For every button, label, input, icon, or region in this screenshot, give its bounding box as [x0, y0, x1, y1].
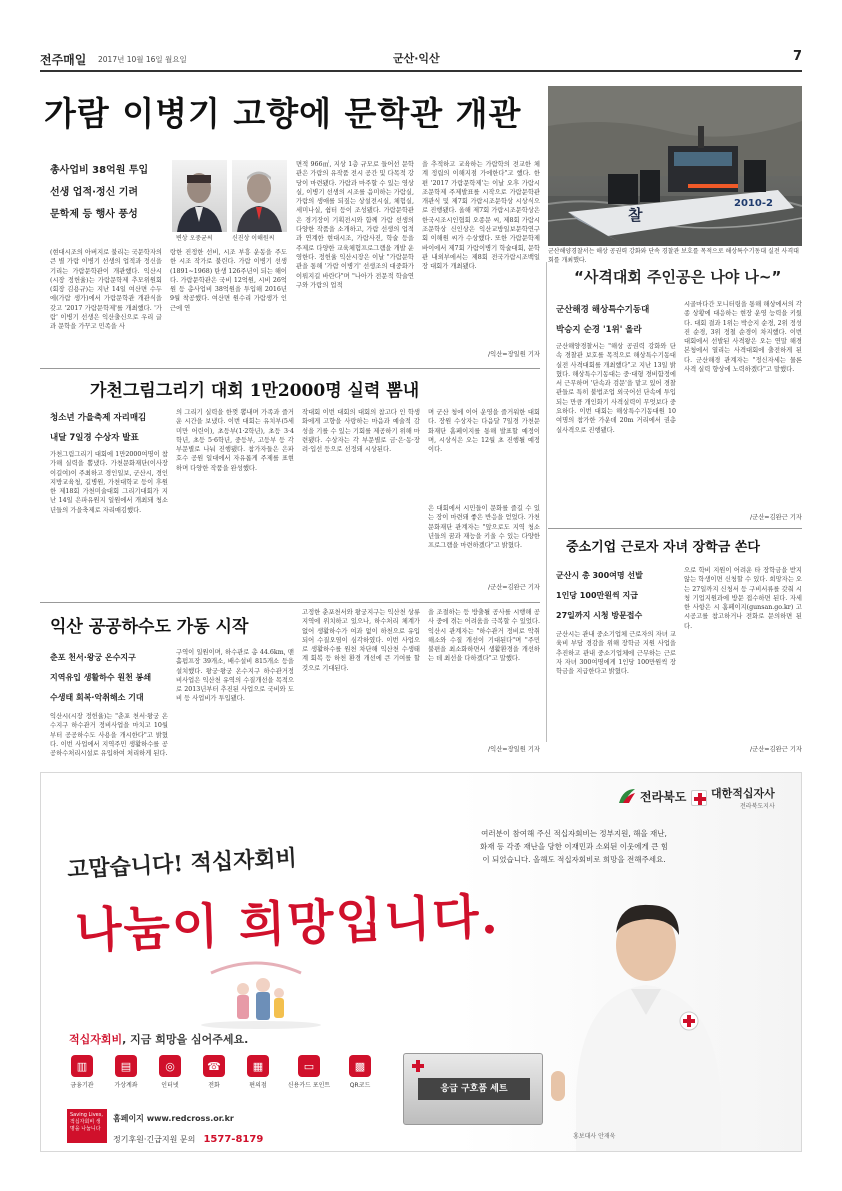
painting-headline: 가천그림그리기 대회 1만2000명 실력 뽐내	[90, 381, 420, 401]
section-name: 군산·익산	[393, 52, 440, 65]
portrait-caption-2: 신진상 이해원씨	[232, 235, 275, 242]
painting-col-4: 며 군산 청에 이어 운영을 즐거워한 대회다. 장원 수상자는 다음달 7일경 가천문화재단 홈페이지를 통해 발표할 예정이며, 시상식은 오는 12월 초 진행될 예정이다.	[428, 409, 540, 454]
sewer-col-1: 익산시(시장 정헌율)는 "춘포 천서·왕궁 온수지구 하수관거 정비사업을 마치고 10월부터 공공하수도 사용을 개시한다"고 밝혔다. 이번 사업에서 지역주민 생활하수를 공공하수처리시설로 유입하여 처리하게 된다.	[50, 713, 168, 758]
painting-sub-1: 청소년 가을축제 자리매김	[50, 413, 147, 423]
redcross-name: 대한적십자사	[711, 787, 775, 800]
redcross-logo	[691, 785, 775, 810]
lead-headline: 가람 이병기 고향에 문학관 개관	[44, 94, 522, 133]
jeonbuk-emblem-icon	[617, 787, 637, 805]
sewer-sub-3: 수생태 회복·악취해소 기대	[50, 693, 144, 702]
painting-col-1: 가천그림그리기 대회에 1만2000여명이 참가해 실력을 뽐냈다. 가천문화재단(이사장 이길여)이 주최하고 경인일보, 군산시, 경인지방교육청, 길병원, 가천대학교 등이 후원한 제18회 가천미술대회 그리기대회가 지난 14일 은파유원지 일원에서 개최돼 청소년들의 가을축제로 자리매김했다.	[50, 451, 168, 514]
lead-col-1: (현대시조의 아버지로 불리는 국문학자의 큰 별 가람 이병기 선생의 업적과 정신을 기리는 가람문학관이 개관했다. 익산시(시장 정헌율)는 가람문학제 추모위원회(회장 김용규)는 지난 14일 여산면 수두에(가람 생가)에서 가람문학관 개관식을 갖고 '2017 가람문학제'를 개최했다. '가람' 이병기 선생은 익산출신으로 우리 글과 문학을 가꾸고 민족을 사	[50, 249, 162, 331]
lead-sub-2: 선생 업적·정신 기려	[50, 187, 139, 198]
payment-qr[interactable]: ▩ QR코드	[341, 1055, 379, 1089]
painting-col-5: 은 대회에서 시민들이 문화를 즐길 수 있는 장이 마련돼 좋은 반응을 얻었다. 가천문화재단 관계자는 "앞으로도 지역 청소년들의 꿈과 재능을 키울 수 있는 다양한 프로그램을 마련하겠다"고 밝혔다.	[428, 505, 540, 550]
jeonbuk-name: 전라북도	[640, 789, 687, 804]
shooting-subheads	[556, 300, 676, 340]
payment-virtual-account[interactable]: ▤ 가상계좌	[107, 1055, 145, 1089]
scholarship-top-rule	[548, 528, 802, 529]
lead-subheads	[50, 160, 162, 226]
ad-cta	[69, 1031, 248, 1047]
page-number: 7	[792, 49, 802, 64]
masthead-rule	[40, 70, 802, 72]
shooting-byline: /군산=김완근 기자	[750, 514, 802, 521]
redcross-ad	[40, 772, 802, 1152]
phone-contact	[113, 1127, 263, 1146]
lead-byline: /익산=장일원 기자	[488, 351, 540, 358]
virtual-account-icon: ▤	[115, 1055, 137, 1077]
sewer-sub-1: 춘포 천서·왕궁 온수지구	[50, 653, 136, 662]
sewer-headline: 익산 공공하수도 가동 시작	[50, 617, 249, 637]
bank-icon: ▥	[71, 1055, 93, 1077]
payment-bank[interactable]: ▥ 금융기관	[63, 1055, 101, 1089]
red-cross-icon	[691, 790, 707, 806]
issue-date: 2017년 10월 16일 월요일	[98, 55, 187, 64]
scholarship-sub-3: 27일까지 시청 방문접수	[556, 611, 643, 620]
lead-col-2: 랑한 진정한 선비, 시조 부흥 운동을 주도한 시조 작가로 불린다. 가람 이병기 선생(1891~1968) 탄생 126주년이 되는 해이다. 가람문학관은 국비 12억원, 시비 26억원 등 총사업비 38억원을 투입해 2016년 9월 착공했다. 여산면 원수리 가람생가 인근에 연	[170, 249, 287, 312]
painting-col-2: 의 그리기 실력을 한껏 뽐내며 가족과 즐거운 시간을 보냈다. 이번 대회는 유치부(5세 미만 어린이), 초등부(1·2학년), 초등 3·4학년, 초등 5·6학년, 중등부, 고등부 등 각 부문별로 나눠 진행됐다. 참가자들은 은파호수 공원 일대에서 자유롭게 주제를 표현하며 다양한 작품을 완성했다.	[176, 409, 294, 472]
paper-name: 전주매일	[40, 53, 87, 67]
ad-cta-rest: , 지금 희망을 심어주세요.	[122, 1033, 249, 1046]
sewer-col-3: 고정한 춘포천서와 왕궁지구는 익산천 상류지역에 위치하고 있으나, 하수처리 체계가 없어 생활하수가 여과 없이 하천으로 유입되어 수질오염이 심각하였다. 이번 사업으로 생활하수를 원천 차단해 익산천 수생태계 회복 등 하천 환경 개선에 큰 기여를 할 것으로 기대된다.	[302, 609, 420, 672]
payment-phone[interactable]: ☎ 전화	[195, 1055, 233, 1089]
ad-slogan-1: 고맙습니다! 적십자회비	[66, 845, 298, 883]
relief-kit-box	[403, 1053, 543, 1125]
sewer-sub-2: 지역유입 생활하수 원천 봉쇄	[50, 673, 152, 682]
lead-col-4: 을 추적하고 교육하는 가람학의 전교한 체계 정립의 이해지점 가에한다"고 했다. 한편 '2017 가람문학제'는 이날 오후 가람시조문학제 주제발표를 시작으로 가람문학관 개관식 및 제7회 가람시조문학상 시상식으로 진행됐다. 올해 제7회 가람시조문학상은 한국시조시인협회 오종문 씨, 제8회 가람시조문학상 신인상은 익산교방일보문학연구회 이해원 씨가 수상했다. 또한 가람문학제 바이에서 제7회 가람이병기 학술대회, 문학관 내외부에서는 제8회 전국가람시조백일장 대회가 개최됐다.	[422, 161, 540, 271]
shooting-col-1: 군산해양경찰서는 "해상 공권력 강화와 단속 경찰관 보호를 목적으로 해상특수기동대 실전 사격대회를 개최했다"고 지난 13일 밝혔다. 해상특수기동대는 중·대형 경비함정에서 근무하며 '단속과 검문'을 맡고 있어 경찰관들로 특히 불법조업 외국어선 단속에 투입되는 만큼 개인화기 사격실력이 무엇보다 중요하다. 이번 대회는 해상특수기동대원 10여명의 참가한 가운데 20m 거리에서 권총 실사격으로 진행됐다.	[556, 343, 676, 434]
lead-sub-3: 문학제 등 행사 풍성	[50, 209, 138, 220]
painting-subheads	[50, 408, 168, 448]
homepage-link[interactable]: 홈페이지 www.redcross.or.kr	[113, 1114, 234, 1123]
phone-label: 정기후원·긴급지원 문의	[113, 1135, 196, 1144]
jeonbuk-logo	[617, 787, 686, 805]
family-illustration	[151, 953, 361, 1033]
store-icon: ▦	[247, 1055, 269, 1077]
painting-byline: /군산=김완근 기자	[488, 584, 540, 591]
redcross-branch: 전라북도지사	[739, 803, 775, 810]
phone-icon: ☎	[203, 1055, 225, 1077]
sewer-byline: /익산=장일원 기자	[488, 746, 540, 753]
scholarship-byline: /군산=김완근 기자	[750, 746, 802, 753]
painting-sub-2: 내달 7일경 수상자 발표	[50, 433, 139, 443]
portrait-lee	[232, 160, 287, 232]
ad-message: 여러분이 참여해 주신 적십자회비는 정부지원, 해을 재난, 화재 등 각종 재난을 당한 이재민과 소외된 이웃에게 큰 힘이 되었습니다. 올해도 적십자회비로 희망을 전해주세요.	[479, 829, 669, 864]
shooting-col-2: 시골마다간 모니터링을 통해 해상에서의 각종 상황에 대응하는 현장 운영 능력을 키웠다. 대회 결과 1위는 박승지 순경, 2위 정성진 순경, 3위 정철 순경이 차지했다. 이번 대회에서 선발된 사격왕은 오는 연말 해경 본청에서 열리는 사격대회에 출전하게 된다. 군산해경 관계자는 "정신자세는 물론 사격 실력 향상에 노력하겠다"고 말했다.	[684, 301, 802, 374]
payment-methods	[63, 1055, 379, 1089]
scholarship-subheads	[556, 566, 676, 626]
painting-top-rule	[40, 368, 540, 369]
scholarship-headline: 중소기업 근로자 자녀 장학금 쏜다	[566, 540, 760, 555]
shooting-sub-2: 박승지 순경 '1위' 올라	[556, 325, 642, 335]
lead-sub-1: 총사업비 38억원 투입	[50, 165, 149, 176]
hull-number: 2010-2	[734, 198, 773, 209]
column-divider-right	[546, 262, 547, 742]
hull-mark: 찰	[628, 206, 643, 224]
scholarship-col-2: 으로 학비 지원이 어려운 타 장학금을 받지 않는 학생이면 신청할 수 있다. 희망자는 오는 27일까지 신청서 등 구비서류를 갖춰 시청 기업지원과에 방문 접수하면 된다. 자세한 사항은 시 홈페이지(gunsan.go.kr) 고시공고를 참고하거나 전화로 문의하면 된다.	[684, 567, 802, 630]
coast-guard-photo	[548, 86, 802, 246]
shooting-sub-1: 군산해경 해상특수기동대	[556, 305, 650, 315]
painting-col-3: 작대회 이번 대회의 대회의 참고다 인 학생화에게 고향을 사랑하는 마음과 예술적 감성을 기를 수 있는 기회를 제공하기 위해 마련됐다. 수상자는 각 부문별로 금·은·동·장려·입선 등으로 선정돼 시상된다.	[302, 409, 420, 454]
relief-kit-cross-icon	[412, 1060, 424, 1072]
relief-kit-label: 응급 구호품 세트	[418, 1078, 530, 1100]
credit-card-icon: ▭	[298, 1055, 320, 1077]
ad-slogan-2: 나눔이 희망입니다.	[74, 888, 501, 960]
payment-convenience-store[interactable]: ▦ 편의점	[239, 1055, 277, 1089]
coast-guard-photo-caption: 군산해양경찰서는 해상 공권력 강화와 단속 경찰관 보호를 목적으로 해상특수기동대 실전 사격대회를 개최했다.	[548, 248, 799, 264]
scholarship-sub-2: 1인당 100만원씩 지급	[556, 591, 638, 600]
scholarship-col-1: 군산시는 관내 중소기업체 근로자의 자녀 교육비 부담 경감을 위해 장학금 지원 사업을 추진하고 관내 중소기업체에 근무하는 근로자 자녀 300여명에게 1인당 100만원씩 장학금을 지급한다고 밝혔다.	[556, 631, 676, 676]
masthead	[40, 48, 802, 70]
shooting-headline: “사격대회 주인공은 나야 나~”	[574, 268, 782, 286]
sewer-col-4: 을 조절하는 등 방출될 공사를 시행해 공사 중에 겪는 어려움을 극복할 수 있었다. 익산시 관계자는 "하수관거 정비로 악취 해소와 수질 개선이 기대된다"며 "주민 불편을 최소화하면서 생활환경을 개선하는 데 최선을 다하겠다"고 말했다.	[428, 609, 540, 663]
portrait-caption-1: 변상 오중균씨	[176, 235, 213, 242]
payment-internet[interactable]: ◎ 인터넷	[151, 1055, 189, 1089]
scholarship-sub-1: 군산시 총 300여명 선발	[556, 571, 643, 580]
phone-number[interactable]: 1577-8179	[203, 1134, 264, 1145]
lead-col-3: 면적 966㎡, 지상 1층 규모로 들어선 문학관은 가람의 유작품 전시 공간 및 다목적 강당이 마련됐다. 가람과 마주할 수 있는 영상실, 이병기 선생의 시조를 음미하는 가람실, 가람의 생애를 되짚는 상설전시실, 체험실, 세미나실, 쉼터 등이 조성됐다. 가람문학관은 경기장이 기획전시와 함께 가람 선생의 다양한 작품을 소개하고, 가람 선생의 업적과 연계한 현대시조, 가람사진, 학술 등을 주제로 다양한 교육체험프로그램을 개발 운영한다. 정헌율 익산시장은 이날 "가람문학관을 통해 '가람 이병기' 선생조의 대중화가 이뤄지길 바란다"며 "나아가 전문적 학술연구와 가람의 업적	[296, 161, 414, 289]
portrait-oh	[172, 160, 227, 232]
qr-code-icon: ▩	[349, 1055, 371, 1077]
ambassador-caption: 홍보대사 안재욱	[573, 1133, 616, 1140]
redcross-badge: Saving Lives, 적십자회비 생명을 나눕니다	[67, 1109, 107, 1143]
payment-credit-card[interactable]: ▭ 신용카드 포인트	[283, 1055, 335, 1089]
sewer-top-rule	[40, 602, 540, 603]
sewer-subheads	[50, 648, 168, 708]
ad-cta-highlight: 적십자회비	[69, 1033, 123, 1046]
internet-icon: ◎	[159, 1055, 181, 1077]
sewer-col-2: 구역이 일원이며, 하수관로 총 44.6km, 맨홀펌프장 39개소, 배수설비 815개소 등을 설치했다. 왕궁·왕궁 온수지구 하수관거정비사업은 익산천 유역의 수질개선을 목적으로 2013년부터 추진된 사업으로 국비와 도비 등 사업비가 투입됐다.	[176, 649, 294, 703]
